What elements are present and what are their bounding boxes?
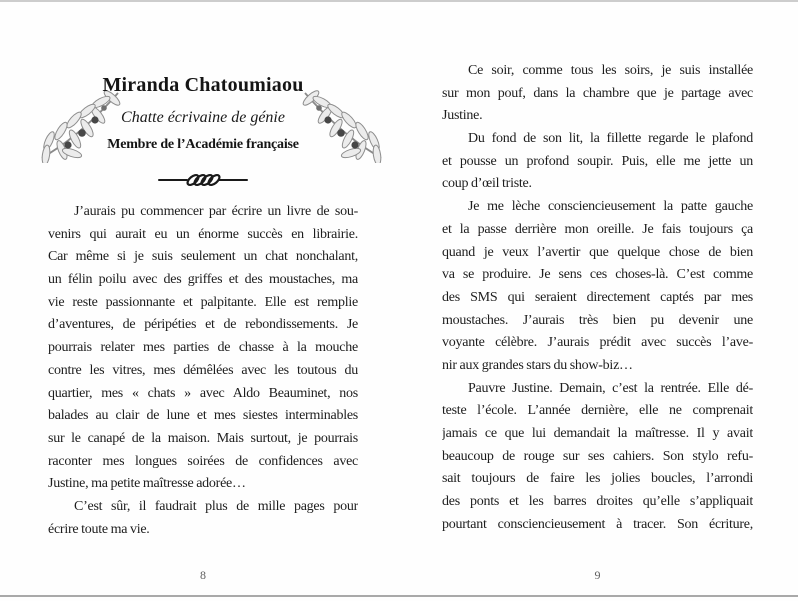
page-number-right: 9 (594, 568, 601, 582)
text-line: quartier, mes « chats » avec Aldo Beauminet, nos (48, 385, 358, 401)
text-line: écrire toute ma vie. (48, 521, 150, 537)
text-line: nir aux grandes stars du show-biz… (442, 357, 633, 373)
text-line: coup d’œil triste. (442, 176, 532, 192)
author-affiliation: Membre de l’Académie française (107, 137, 299, 152)
text-line: teste l’école. L’année dernière, elle ne comprenait (442, 403, 753, 419)
text-line: pourrais relater mes parties de chasse à la mouche (48, 340, 358, 356)
text-line: vie reste passionnante et palpitante. Elle est remplie (48, 294, 358, 310)
text-line: venirs qui aurait eu un énorme succès en librairie. (48, 226, 358, 242)
text-line: contre les vitres, mes démêlées avec les toutous du (48, 362, 358, 378)
text-line: sait toujours de faire les jolies boucles, l’arrondi (442, 471, 753, 487)
text-line: Car même si je suis seulement un chat nonchalant, (48, 249, 358, 265)
text-line: et la passe derrière mon oreille. Je fais toujours ça (442, 221, 753, 237)
bottom-page-edge (0, 595, 798, 597)
text-line: balades au clair de lune et mes siestes interminables (48, 408, 358, 424)
author-title: Miranda Chatoumiaou (102, 74, 304, 96)
text-line: d’aventures, de péripéties et de rebondissements. Je (48, 317, 358, 333)
text-line: Justine. (442, 108, 483, 124)
page-number-left: 8 (200, 568, 206, 582)
text-line: voyante célèbre. J’aurais prédit avec succès l’ave- (442, 335, 753, 351)
left-page-body (48, 201, 358, 541)
text-line: Ce soir, comme tous les soirs, je suis installée (468, 63, 753, 78)
text-line: et pousse un profond soupir. Puis, elle me jette un (442, 153, 753, 169)
text-line: Justine, ma petite maîtresse adorée… (48, 476, 246, 492)
text-line: beaucoup de rouge sur ses cahiers. Son stylo refu- (442, 448, 753, 464)
right-page-body (442, 60, 753, 536)
section-divider-icon (48, 170, 358, 195)
text-line: raconter mes longues soirées de confidences avec (48, 453, 358, 469)
text-line: sur mon pouf, dans la chambre que je partage avec (442, 85, 753, 101)
text-line: J’aurais pu commencer par écrire un livre de sou- (74, 204, 358, 219)
text-line: un félin poilu avec des griffes et des moustaches, ma (48, 272, 358, 288)
right-page (442, 0, 753, 601)
text-line: des ponts et les barres droites qu’elle s’appliquait (442, 494, 753, 510)
text-line: moustaches. J’aurais très bien pu devenir une (442, 312, 753, 328)
text-line: va se produire. Je sens ces choses-là. C’est comme (442, 267, 753, 283)
text-line: Pauvre Justine. Demain, c’est la rentrée. Elle dé- (468, 380, 753, 396)
text-line: jamais ce que lui demandait la maîtresse. Il y avait (442, 426, 753, 441)
text-line: des SMS qui seraient directement captés par mes (442, 289, 753, 305)
text-line: Du fond de son lit, la fillette regarde le plafond (468, 131, 753, 147)
text-line: sur le canapé de la maison. Mais surtout, je pourrais (48, 430, 358, 446)
text-line: C’est sûr, il faudrait plus de mille pages pour (74, 498, 358, 514)
text-line: Je me lèche consciencieusement la patte gauche (468, 199, 753, 215)
text-line: quand je veux l’avertir que quelque chose de bien (442, 244, 753, 260)
left-page (48, 0, 358, 601)
text-line: pourtant consciencieusement à tracer. Son écriture, (442, 516, 753, 532)
author-subtitle: Chatte écrivaine de génie (121, 109, 285, 126)
